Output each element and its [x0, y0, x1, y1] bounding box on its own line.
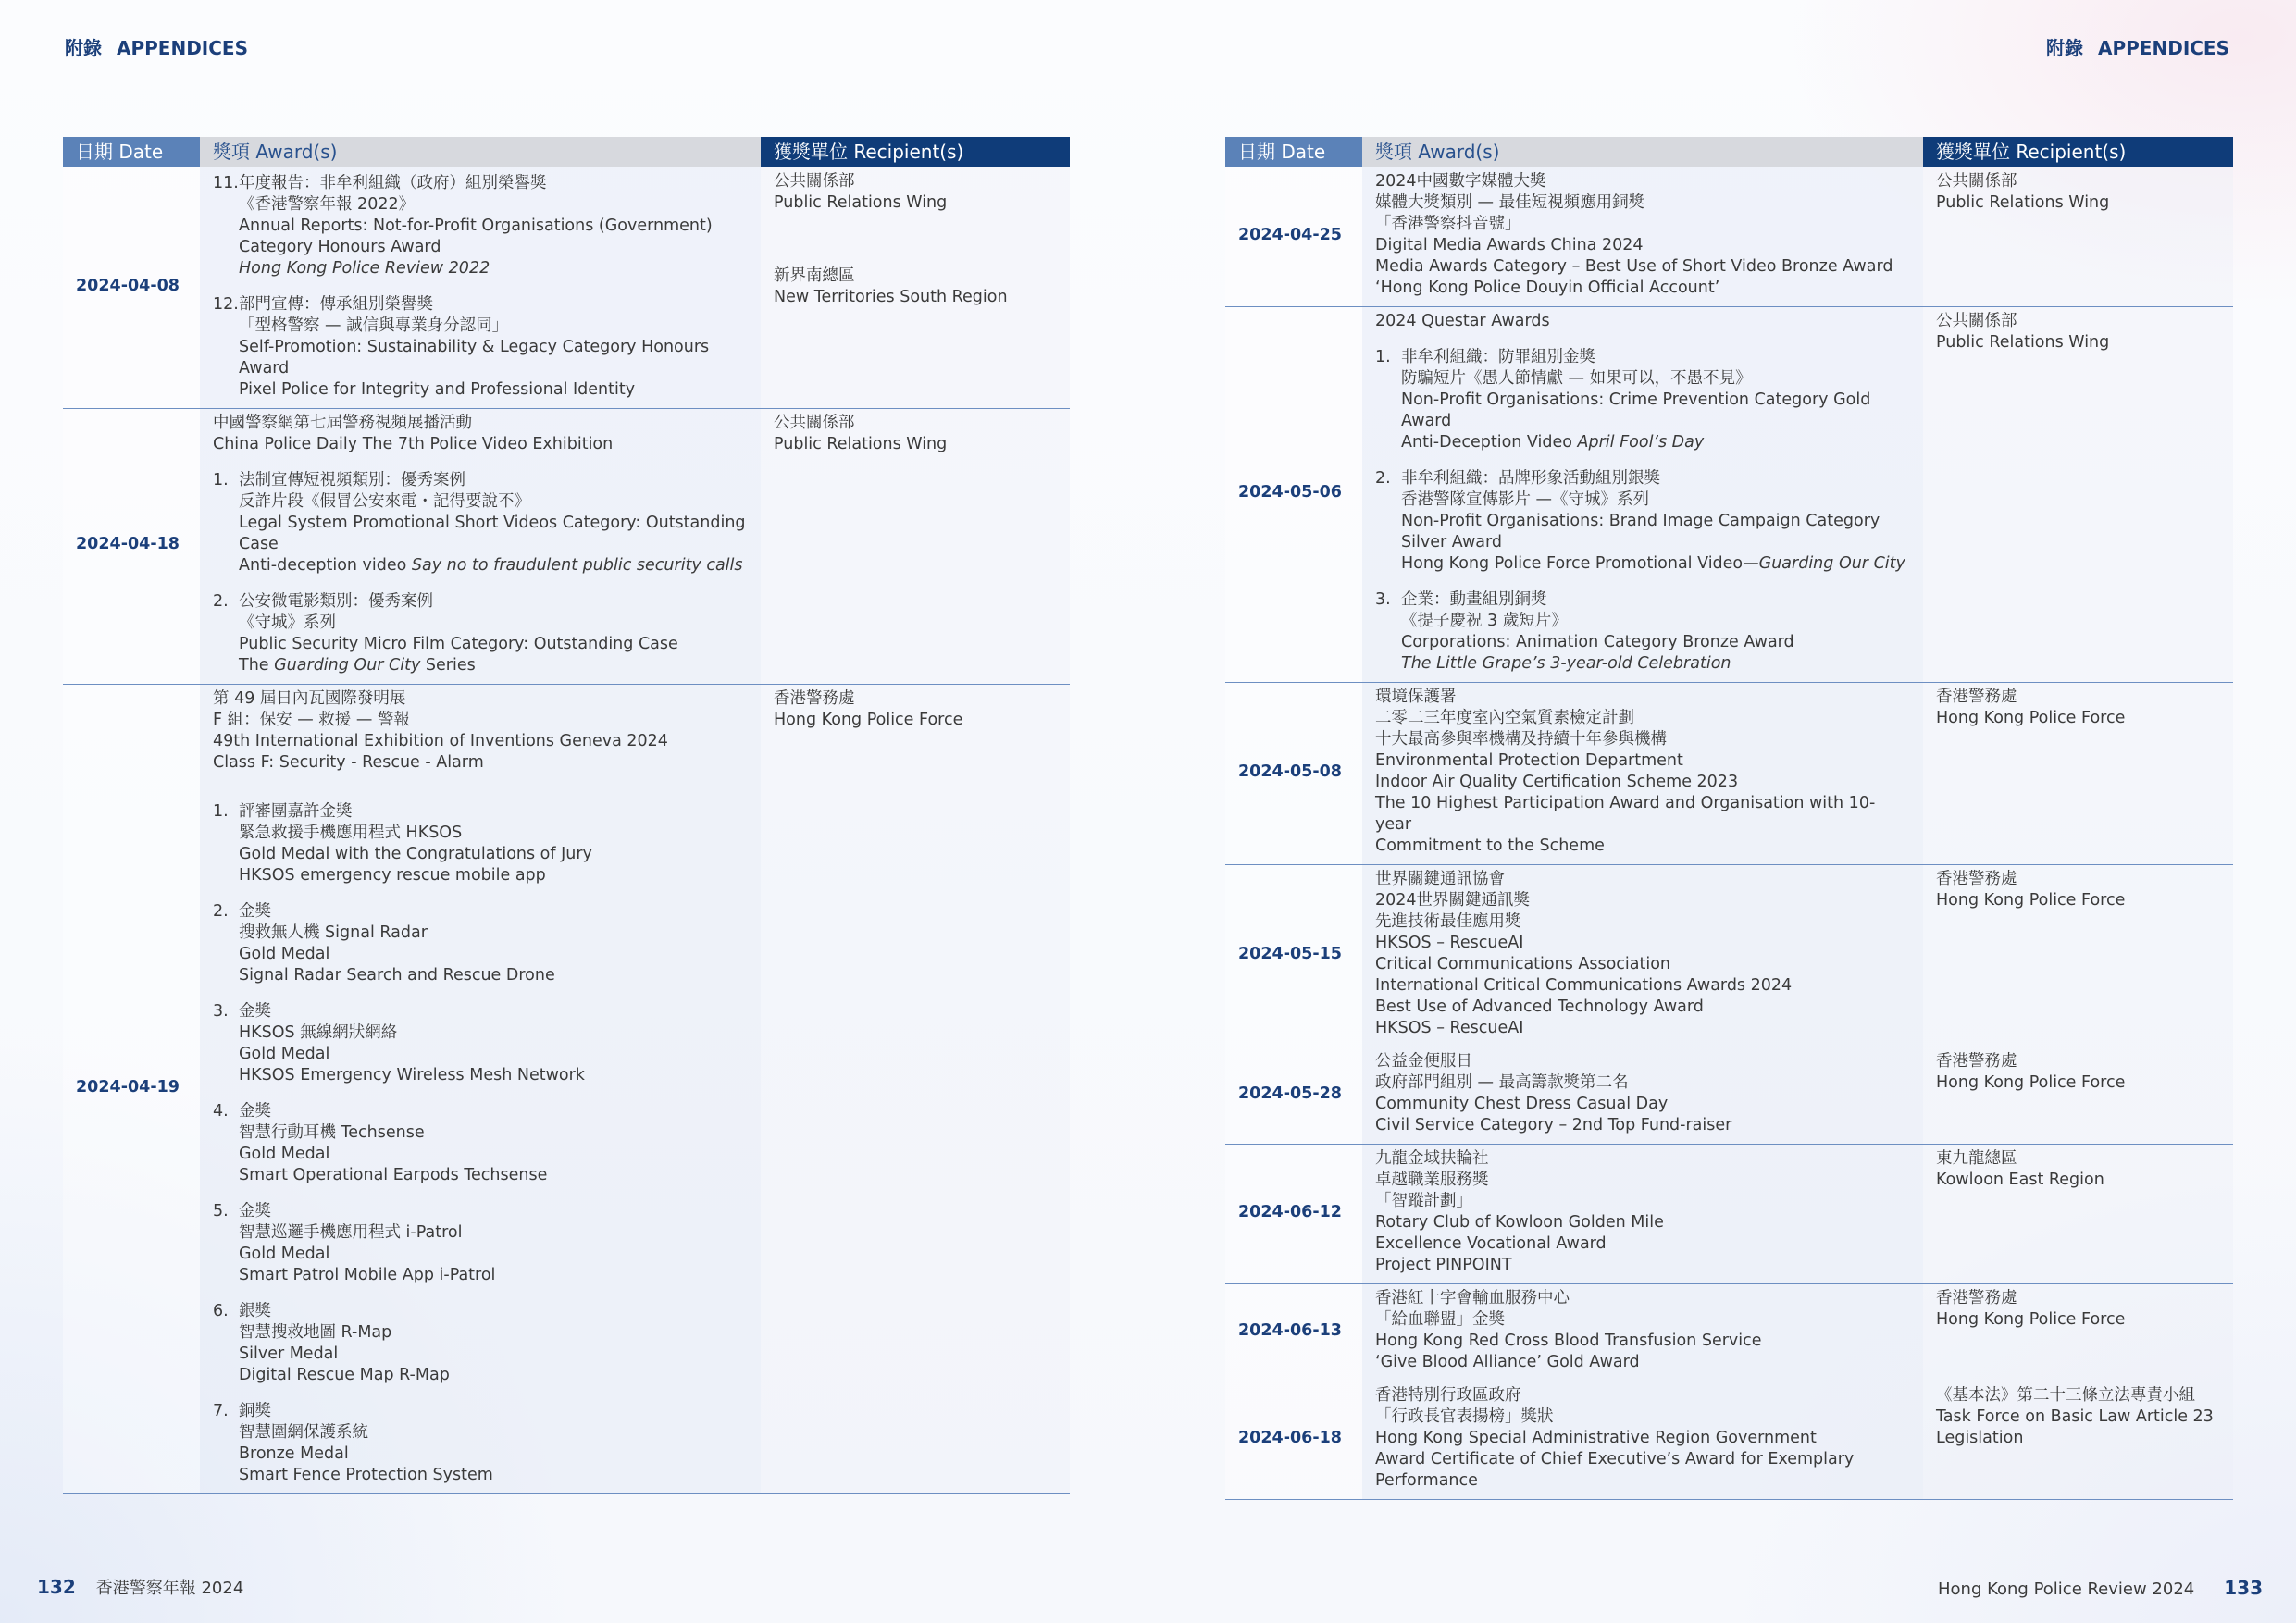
text-line: Kowloon East Region	[1936, 1171, 2104, 1189]
header-zh: 附錄	[65, 37, 102, 59]
text-line: 評審團嘉許金獎	[239, 802, 353, 821]
text-line: 香港警務處	[1936, 1052, 2017, 1071]
text-line: 世界關鍵通訊協會	[1375, 870, 1505, 888]
spacer	[774, 227, 1057, 240]
item-number: 12.	[213, 295, 239, 314]
spacer	[774, 240, 1057, 253]
text-line: 先進技術最佳應用獎	[1375, 912, 1521, 931]
spacer	[213, 986, 748, 999]
text-line: 新界南總區	[774, 266, 855, 285]
award-cell	[1362, 1145, 1923, 1284]
text-line: Public Relations Wing	[774, 193, 948, 212]
text-line: 2024世界關鍵通訊獎	[1375, 891, 1531, 910]
text-line: 東九龍總區	[1936, 1149, 2017, 1168]
text-line: 法制宣傳短視頻類別：優秀案例	[239, 471, 465, 489]
header-zh: 附錄	[2046, 37, 2084, 59]
text-line: Indoor Air Quality Certification Scheme 2023	[1375, 773, 1739, 791]
column-header-date: 日期 Date	[63, 137, 200, 167]
text-line: 第 49 屆日內瓦國際發明展	[213, 689, 406, 708]
award-cell	[1362, 1047, 1923, 1145]
page-header-left	[65, 33, 248, 60]
text-span: The	[239, 656, 275, 675]
text-line: Hong Kong Police Force	[1936, 891, 2126, 910]
item-number: 11.	[213, 174, 239, 192]
text-line: Hong Kong Police Force	[774, 711, 963, 729]
spacer	[213, 1086, 748, 1099]
spacer	[213, 1286, 748, 1299]
text-line: 《提子慶祝 3 歲短片》	[1401, 612, 1568, 630]
footer-left	[37, 1575, 243, 1599]
text-line: Gold Medal	[239, 1245, 330, 1263]
text-line: Class F: Security - Rescue - Alarm	[213, 753, 484, 772]
award-list-item	[213, 901, 748, 986]
text-line: Digital Media Awards China 2024	[1375, 236, 1644, 254]
award-cell	[1362, 1284, 1923, 1381]
text-line: 香港紅十字會輸血服務中心	[1375, 1289, 1570, 1307]
column-header-recipient: 獲獎單位 Recipient(s)	[1923, 137, 2233, 167]
text-line: Gold Medal	[239, 945, 330, 963]
award-cell	[1362, 167, 1923, 307]
publication-title-en: Hong Kong Police Review 2024	[1937, 1580, 2195, 1599]
text-line: 環境保護署	[1375, 688, 1457, 706]
page-header-right	[2046, 33, 2229, 60]
text-line: 《香港警察年報 2022》	[239, 195, 416, 214]
date-cell: 2024-06-12	[1225, 1145, 1362, 1284]
spacer	[213, 576, 748, 589]
spacer	[213, 787, 748, 799]
text-line: 公益金便服日	[1375, 1052, 1472, 1071]
table-body-right	[1225, 167, 2233, 1500]
text-line: 二零二三年度室內空氣質素檢定計劃	[1375, 709, 1634, 727]
text-line: Annual Reports: Not-for-Profit Organisations (Government)	[239, 217, 713, 235]
item-number: 1.	[213, 471, 229, 489]
text-line: Non-Profit Organisations: Crime Prevention Category Gold Award	[1401, 390, 1871, 430]
award-cell	[1362, 865, 1923, 1047]
spacer	[213, 279, 748, 292]
text-line: Legal System Promotional Short Videos Category: Outstanding Case	[239, 514, 746, 553]
text-line: 防騙短片《愚人節情獻 — 如果可以，不愚不見》	[1401, 369, 1752, 388]
text-line: Gold Medal with the Congratulations of Jury	[239, 845, 592, 863]
text-line: 智慧行動耳機 Techsense	[239, 1123, 425, 1142]
item-number: 2.	[213, 902, 229, 921]
spacer	[213, 455, 748, 468]
text-line: 智慧巡邏手機應用程式 i-Patrol	[239, 1223, 463, 1242]
text-line: International Critical Communications Awards 2024	[1375, 976, 1793, 995]
text-line: Best Use of Advanced Technology Award	[1375, 997, 1704, 1016]
award-list-item	[213, 1001, 748, 1086]
text-line	[239, 555, 748, 576]
table-row	[1225, 1047, 2233, 1145]
text-line: 「行政長官表揚榜」獎狀	[1375, 1407, 1554, 1426]
award-list-item	[213, 1401, 748, 1486]
date-cell: 2024-05-15	[1225, 865, 1362, 1047]
text-line: 搜救無人機 Signal Radar	[239, 923, 428, 942]
item-body	[239, 470, 748, 576]
text-line: 非牟利組織：品牌形象活動組別銀獎	[1401, 469, 1660, 488]
text-line: HKSOS – RescueAI	[1375, 1019, 1524, 1037]
date-cell: 2024-04-18	[63, 409, 200, 685]
text-line: 金獎	[239, 1102, 271, 1121]
text-line: 金獎	[239, 902, 271, 921]
award-list-item	[213, 1301, 748, 1386]
page-number-right: 133	[2224, 1577, 2263, 1599]
award-cell	[200, 167, 761, 409]
text-span: Hong Kong Police Force Promotional Video—	[1401, 554, 1759, 573]
item-number: 2.	[1375, 469, 1391, 488]
award-list-item	[213, 470, 748, 576]
recipient-cell	[761, 167, 1070, 409]
award-list-item	[1375, 347, 1910, 453]
item-number: 3.	[213, 1002, 229, 1021]
date-cell: 2024-05-08	[1225, 683, 1362, 865]
text-line: ‘Give Blood Alliance’ Gold Award	[1375, 1353, 1640, 1371]
text-line: Excellence Vocational Award	[1375, 1234, 1607, 1253]
item-number: 2.	[213, 592, 229, 611]
text-span: Anti-deception video	[239, 556, 412, 575]
item-body	[239, 901, 748, 986]
recipient-cell	[1923, 1145, 2233, 1284]
text-line: Hong Kong Police Force	[1936, 1073, 2126, 1092]
text-line: Commitment to the Scheme	[1375, 836, 1605, 855]
award-list-item	[1375, 589, 1910, 675]
text-line: 銅獎	[239, 1402, 271, 1420]
award-list-item	[213, 591, 748, 676]
text-line: 智慧搜救地圖 R-Map	[239, 1323, 392, 1342]
table-row	[1225, 167, 2233, 307]
text-line: 香港警務處	[1936, 870, 2017, 888]
text-line: HKSOS emergency rescue mobile app	[239, 866, 546, 885]
item-number: 6.	[213, 1302, 229, 1320]
text-line: Bronze Medal	[239, 1444, 349, 1463]
award-list-item	[213, 173, 748, 279]
date-cell: 2024-05-06	[1225, 307, 1362, 683]
text-line: 49th International Exhibition of Inventions Geneva 2024	[213, 732, 668, 750]
item-body	[239, 1101, 748, 1186]
table-row	[1225, 1381, 2233, 1500]
text-line: 金獎	[239, 1002, 271, 1021]
item-number: 7.	[213, 1402, 229, 1420]
header-en: APPENDICES	[117, 37, 248, 59]
recipient-cell	[1923, 1047, 2233, 1145]
table-row	[1225, 1145, 2233, 1284]
text-line: Hong Kong Police Force	[1936, 709, 2126, 727]
text-line: Self-Promotion: Sustainability & Legacy Category Honours Award	[239, 338, 710, 378]
text-line: The Little Grape’s 3-year-old Celebration	[1401, 654, 1731, 673]
award-cell	[1362, 1381, 1923, 1500]
text-line: Legislation	[1936, 1429, 2024, 1447]
text-line: Smart Fence Protection System	[239, 1466, 493, 1484]
item-number: 1.	[213, 802, 229, 821]
column-header-recipient: 獲獎單位 Recipient(s)	[761, 137, 1070, 167]
text-line: Gold Medal	[239, 1145, 330, 1163]
date-cell: 2024-04-08	[63, 167, 200, 409]
text-line: 智慧圍網保護系統	[239, 1423, 368, 1442]
text-line: Hong Kong Police Review 2022	[239, 259, 490, 278]
award-list-item	[213, 294, 748, 401]
spacer	[1375, 453, 1910, 466]
awards-table-left	[63, 137, 1070, 1494]
text-line: 2024 Questar Awards	[1375, 312, 1550, 330]
text-line: Smart Patrol Mobile App i-Patrol	[239, 1266, 496, 1284]
text-line: 非牟利組織：防罪組別金獎	[1401, 348, 1595, 366]
text-line: Project PINPOINT	[1375, 1256, 1512, 1274]
text-line: 緊急救援手機應用程式 HKSOS	[239, 824, 463, 842]
text-line: 香港特別行政區政府	[1375, 1386, 1521, 1405]
text-line: 部門宣傳：傳承組別榮譽獎	[239, 295, 433, 314]
recipient-cell	[761, 685, 1070, 1494]
text-line: 香港警務處	[1936, 688, 2017, 706]
spacer	[1375, 575, 1910, 588]
text-line: 《基本法》第二十三條立法專責小組	[1936, 1386, 2195, 1405]
text-line: 「香港警察抖音號」	[1375, 215, 1521, 233]
text-line: Pixel Police for Integrity and Professional Identity	[239, 380, 636, 399]
text-line: Corporations: Animation Category Bronze Award	[1401, 633, 1794, 651]
award-cell	[200, 409, 761, 685]
text-line: Silver Medal	[239, 1344, 339, 1363]
spacer	[213, 774, 748, 787]
text-span: Guarding Our City	[274, 656, 421, 675]
recipient-cell	[1923, 1284, 2233, 1381]
text-line: Hong Kong Special Administrative Region Government	[1375, 1429, 1817, 1447]
text-line: HKSOS – RescueAI	[1375, 934, 1524, 952]
text-line: 中國警察網第七屆警務視頻展播活動	[213, 414, 472, 432]
table-header-row	[63, 137, 1070, 167]
page-number-left: 132	[37, 1576, 76, 1598]
text-line: HKSOS 無線網狀網絡	[239, 1023, 398, 1042]
item-body	[239, 294, 748, 401]
text-line: 政府部門組別 — 最高籌款獎第二名	[1375, 1073, 1629, 1092]
column-header-date: 日期 Date	[1225, 137, 1362, 167]
recipient-cell	[1923, 683, 2233, 865]
text-span: Say no to fraudulent public security calls	[411, 556, 743, 575]
text-line	[239, 655, 748, 676]
column-header-award: 獎項 Award(s)	[200, 137, 761, 167]
spacer	[213, 886, 748, 899]
footer-right	[1938, 1577, 2263, 1599]
text-line: Category Honours Award	[239, 238, 441, 256]
table-row	[63, 167, 1070, 409]
date-cell: 2024-04-25	[1225, 167, 1362, 307]
award-list-item	[213, 1101, 748, 1186]
text-line: 企業：動畫組別銅獎	[1401, 590, 1547, 609]
recipient-cell	[1923, 167, 2233, 307]
item-body	[1401, 347, 1910, 453]
text-line: Environmental Protection Department	[1375, 751, 1683, 770]
text-line: Public Relations Wing	[1936, 333, 2110, 352]
item-body	[239, 1301, 748, 1386]
item-body	[239, 591, 748, 676]
recipient-cell	[761, 409, 1070, 685]
date-cell: 2024-06-13	[1225, 1284, 1362, 1381]
award-list-item	[213, 801, 748, 886]
award-cell	[1362, 307, 1923, 683]
text-line: 香港警隊宣傳影片 —《守城》系列	[1401, 490, 1650, 509]
table-row	[1225, 683, 2233, 865]
text-line: 金獎	[239, 1202, 271, 1220]
text-line: 反詐片段《假冒公安來電・記得要說不》	[239, 492, 530, 511]
text-line: 公共關係部	[1936, 312, 2017, 330]
text-line: 「給血聯盟」金獎	[1375, 1310, 1505, 1329]
text-line: Signal Radar Search and Rescue Drone	[239, 966, 555, 985]
text-line: Hong Kong Police Force	[1936, 1310, 2126, 1329]
text-line: 《守城》系列	[239, 613, 336, 632]
item-body	[239, 1001, 748, 1086]
table-body-left	[63, 167, 1070, 1494]
item-number: 3.	[1375, 590, 1391, 609]
text-line: Digital Rescue Map R-Map	[239, 1366, 450, 1384]
text-line: 年度報告：非牟利組織（政府）組別榮譽獎	[239, 174, 547, 192]
item-number: 1.	[1375, 348, 1391, 366]
publication-title-zh: 香港警察年報 2024	[95, 1579, 244, 1598]
item-number: 5.	[213, 1202, 229, 1220]
table-row	[63, 685, 1070, 1494]
item-body	[1401, 589, 1910, 675]
table-row	[1225, 1284, 2233, 1381]
text-line: New Territories South Region	[774, 288, 1008, 306]
text-line: Community Chest Dress Casual Day	[1375, 1095, 1669, 1113]
text-line: Public Relations Wing	[1936, 193, 2110, 212]
text-span: Guarding Our City	[1758, 554, 1905, 573]
column-header-award: 獎項 Award(s)	[1362, 137, 1923, 167]
spacer	[213, 1386, 748, 1399]
spacer	[774, 253, 1057, 266]
text-line: HKSOS Emergency Wireless Mesh Network	[239, 1066, 585, 1084]
text-span: Series	[420, 656, 476, 675]
text-line: Gold Medal	[239, 1045, 330, 1063]
text-line: 十大最高參與率機構及持續十年參與機構	[1375, 730, 1667, 749]
recipient-cell	[1923, 307, 2233, 683]
text-line: Civil Service Category – 2nd Top Fund-raiser	[1375, 1116, 1732, 1134]
item-number: 4.	[213, 1102, 229, 1121]
text-line: 「型格警察 — 誠信與專業身分認同」	[239, 316, 509, 335]
text-span: Anti-Deception Video	[1401, 433, 1578, 452]
award-list-item	[1375, 468, 1910, 575]
award-cell	[200, 685, 761, 1494]
text-line: 公共關係部	[774, 414, 855, 432]
text-line: 公安微電影類別：優秀案例	[239, 592, 433, 611]
text-line: 「智蹤計劃」	[1375, 1192, 1472, 1210]
text-line: 公共關係部	[1936, 172, 2017, 191]
table-header-row	[1225, 137, 2233, 167]
text-line: 九龍金域扶輪社	[1375, 1149, 1489, 1168]
item-body	[1401, 468, 1910, 575]
item-body	[239, 1201, 748, 1286]
awards-table-right	[1225, 137, 2233, 1500]
recipient-cell	[1923, 1381, 2233, 1500]
date-cell: 2024-05-28	[1225, 1047, 1362, 1145]
award-cell	[1362, 683, 1923, 865]
spacer	[213, 1186, 748, 1199]
header-en: APPENDICES	[2098, 37, 2229, 59]
date-cell: 2024-06-18	[1225, 1381, 1362, 1500]
text-line: F 組：保安 — 救援 — 警報	[213, 711, 410, 729]
text-line: The 10 Highest Participation Award and Organisation with 10-year	[1375, 794, 1876, 834]
text-line	[1401, 432, 1910, 453]
spacer	[774, 214, 1057, 227]
table-row	[63, 409, 1070, 685]
text-line: Task Force on Basic Law Article 23	[1936, 1407, 2214, 1426]
text-line: 銀獎	[239, 1302, 271, 1320]
table-row	[1225, 865, 2233, 1047]
award-list-item	[213, 1201, 748, 1286]
date-cell: 2024-04-19	[63, 685, 200, 1494]
text-line: 卓越職業服務獎	[1375, 1171, 1489, 1189]
text-line: Hong Kong Red Cross Blood Transfusion Service	[1375, 1332, 1762, 1350]
table-row	[1225, 307, 2233, 683]
text-line: 2024中國數字媒體大獎	[1375, 172, 1546, 191]
spacer	[1375, 332, 1910, 345]
item-body	[239, 801, 748, 886]
recipient-cell	[1923, 865, 2233, 1047]
text-line: China Police Daily The 7th Police Video Exhibition	[213, 435, 614, 453]
text-line: Public Relations Wing	[774, 435, 948, 453]
text-line: Rotary Club of Kowloon Golden Mile	[1375, 1213, 1664, 1232]
text-line: Smart Operational Earpods Techsense	[239, 1166, 548, 1184]
item-body	[239, 1401, 748, 1486]
text-line: 香港警務處	[1936, 1289, 2017, 1307]
text-line: 公共關係部	[774, 172, 855, 191]
text-line: Critical Communications Association	[1375, 955, 1671, 973]
text-line: 香港警務處	[774, 689, 855, 708]
text-line: ‘Hong Kong Police Douyin Official Account’	[1375, 279, 1720, 297]
item-body	[239, 173, 748, 279]
text-line: Award Certificate of Chief Executive’s Award for Exemplary Performance	[1375, 1450, 1855, 1490]
text-line: 媒體大獎類別 — 最佳短視頻應用銅獎	[1375, 193, 1645, 212]
text-span: April Fool’s Day	[1577, 433, 1705, 452]
text-line: Media Awards Category – Best Use of Short Video Bronze Award	[1375, 257, 1893, 276]
text-line: Public Security Micro Film Category: Outstanding Case	[239, 635, 678, 653]
text-line	[1401, 553, 1910, 575]
text-line: Non-Profit Organisations: Brand Image Campaign Category Silver Award	[1401, 512, 1880, 551]
